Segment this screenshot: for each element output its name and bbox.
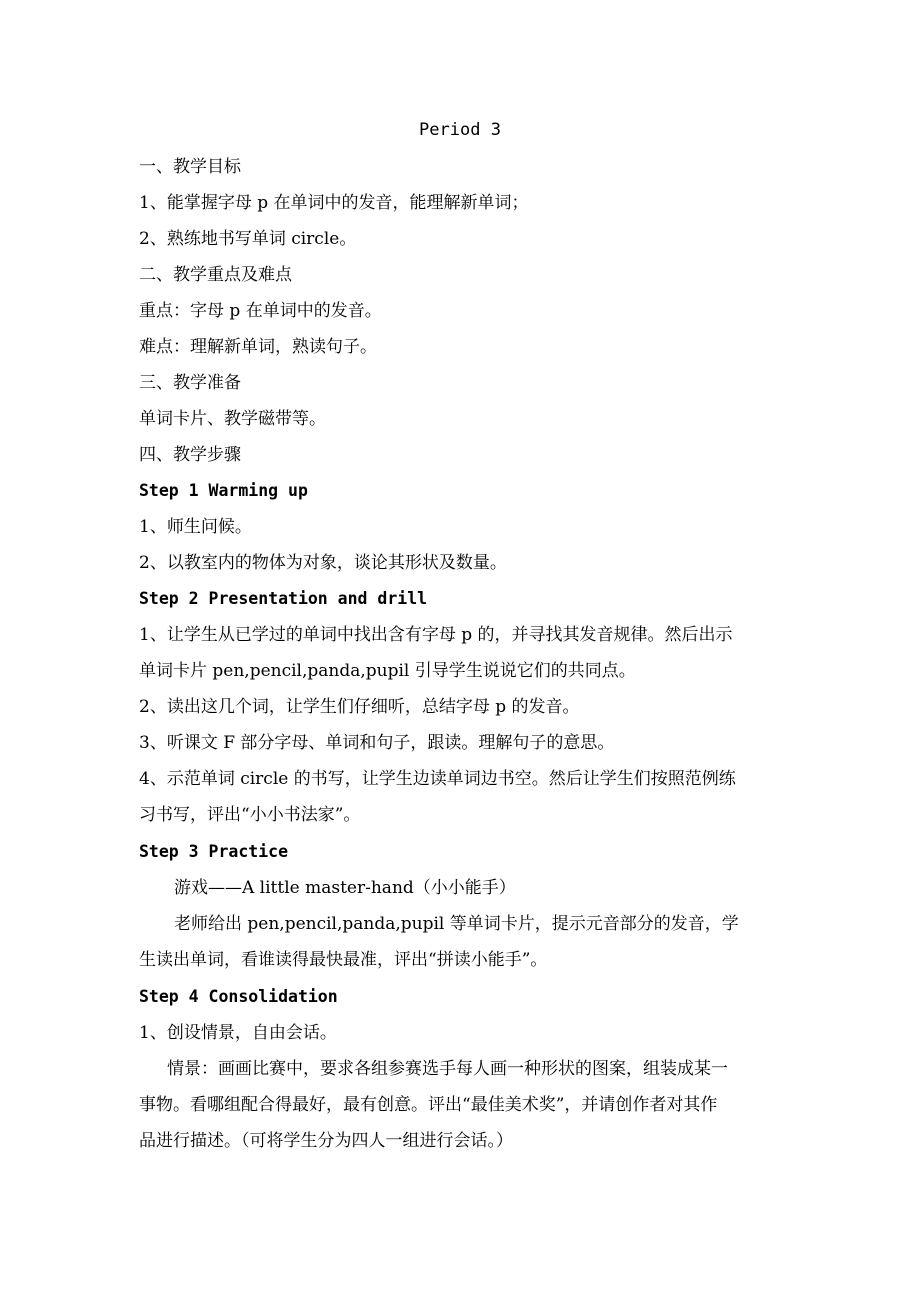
step-2-item-1-line-2: 单词卡片 pen,pencil,panda,pupil 引导学生说说它们的共同点。: [139, 661, 636, 681]
objective-item-1: 1、能掌握字母 p 在单词中的发音，能理解新单词；: [139, 193, 529, 213]
section-heading-steps: 四、教学步骤: [139, 445, 241, 465]
step-4-scenario-line-2: 事物。看哪组配合得最好，最有创意。评出“最佳美术奖”，并请创作者对其作: [139, 1095, 718, 1115]
section-heading-objectives: 一、教学目标: [139, 157, 241, 177]
step-2-item-3: 3、听课文 F 部分字母、单词和句子，跟读。理解句子的意思。: [139, 733, 615, 753]
step-4-item-1: 1、创设情景，自由会话。: [139, 1023, 337, 1043]
step-2-heading: Step 2 Presentation and drill: [139, 589, 428, 608]
step-4-scenario-line-3: 品进行描述。（可将学生分为四人一组进行会话。）: [139, 1131, 513, 1151]
section-heading-key-points: 二、教学重点及难点: [139, 265, 292, 285]
step-4-heading: Step 4 Consolidation: [139, 987, 338, 1006]
document-title: Period 3: [419, 120, 501, 140]
key-point-line: 重点：字母 p 在单词中的发音。: [139, 301, 382, 321]
section-heading-preparation: 三、教学准备: [139, 373, 241, 393]
step-2-item-1-line-1: 1、让学生从已学过的单词中找出含有字母 p 的，并寻找其发音规律。然后出示: [139, 625, 733, 645]
step-4-scenario-line-1: 情景：画画比赛中，要求各组参赛选手每人画一种形状的图案，组装成某一: [167, 1059, 728, 1079]
step-3-paragraph-line-2: 生读出单词，看谁读得最快最准，评出“拼读小能手”。: [139, 950, 548, 970]
step-1-item-1: 1、师生问候。: [139, 517, 252, 537]
difficult-point-line: 难点：理解新单词，熟读句子。: [139, 337, 377, 357]
step-1-item-2: 2、以教室内的物体为对象，谈论其形状及数量。: [139, 553, 507, 573]
step-2-item-4-line-2: 习书写，评出“小小书法家”。: [139, 805, 361, 825]
step-3-game-title: 游戏——A little master-hand（小小能手）: [174, 878, 516, 898]
objective-item-2: 2、熟练地书写单词 circle。: [139, 229, 357, 249]
step-1-heading: Step 1 Warming up: [139, 481, 308, 500]
step-3-heading: Step 3 Practice: [139, 842, 289, 861]
step-2-item-4-line-1: 4、示范单词 circle 的书写，让学生边读单词边书空。然后让学生们按照范例练: [139, 769, 736, 789]
step-3-paragraph-line-1: 老师给出 pen,pencil,panda,pupil 等单词卡片，提示元音部分的发音，学: [174, 914, 739, 934]
preparation-line: 单词卡片、教学磁带等。: [139, 409, 326, 429]
step-2-item-2: 2、读出这几个词，让学生们仔细听，总结字母 p 的发音。: [139, 697, 580, 717]
